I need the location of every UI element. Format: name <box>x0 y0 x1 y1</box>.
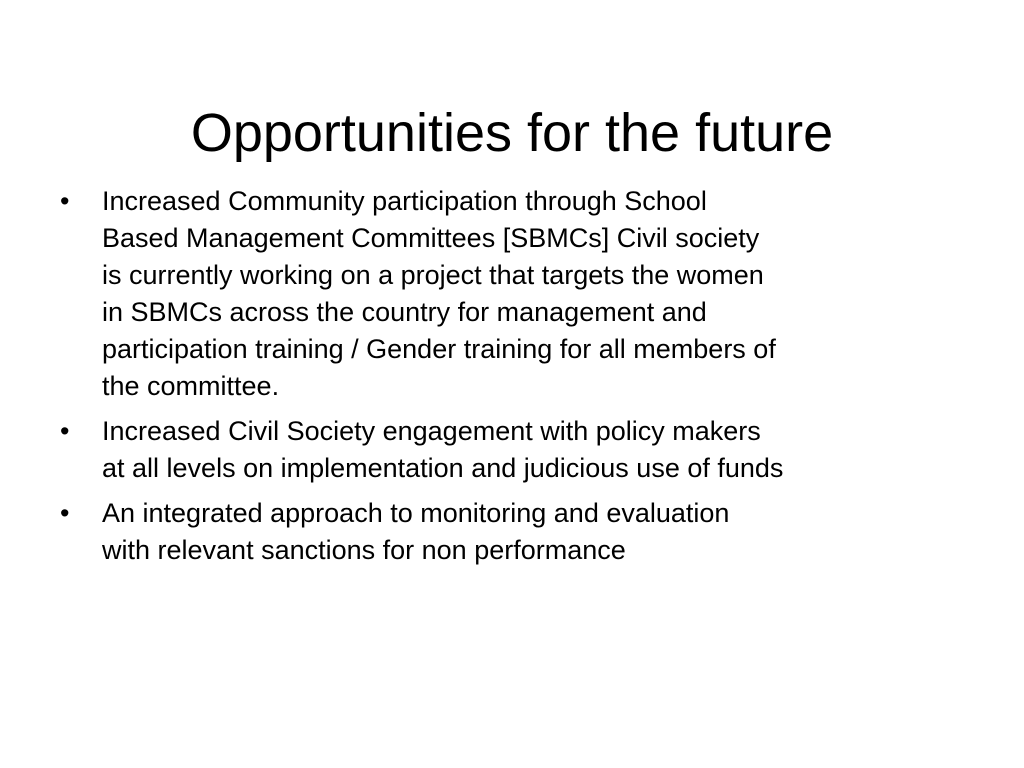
bullet-icon: • <box>60 416 70 446</box>
slide-title: Opportunities for the future <box>190 103 834 164</box>
bullet-item-community-participation <box>60 183 1000 405</box>
bullet-item-civil-society-engagement <box>60 413 1000 487</box>
bullet-icon: • <box>60 498 70 528</box>
bullet-item-monitoring-evaluation <box>60 495 1000 569</box>
bullet-list <box>60 183 1000 577</box>
bullet-icon: • <box>60 186 70 216</box>
bullet-text: Increased Civil Society engagement with policy makers at all levels on implementation and judicious use of funds <box>102 416 784 483</box>
bullet-text: Increased Community participation through School Based Management Committees [SBMCs] Civil society is currently working on a project that targets the women in SBMCs across the country for management and participation training / Gender training for all members of the committee. <box>102 186 776 401</box>
bullet-text: An integrated approach to monitoring and evaluation with relevant sanctions for non performance <box>102 498 730 565</box>
